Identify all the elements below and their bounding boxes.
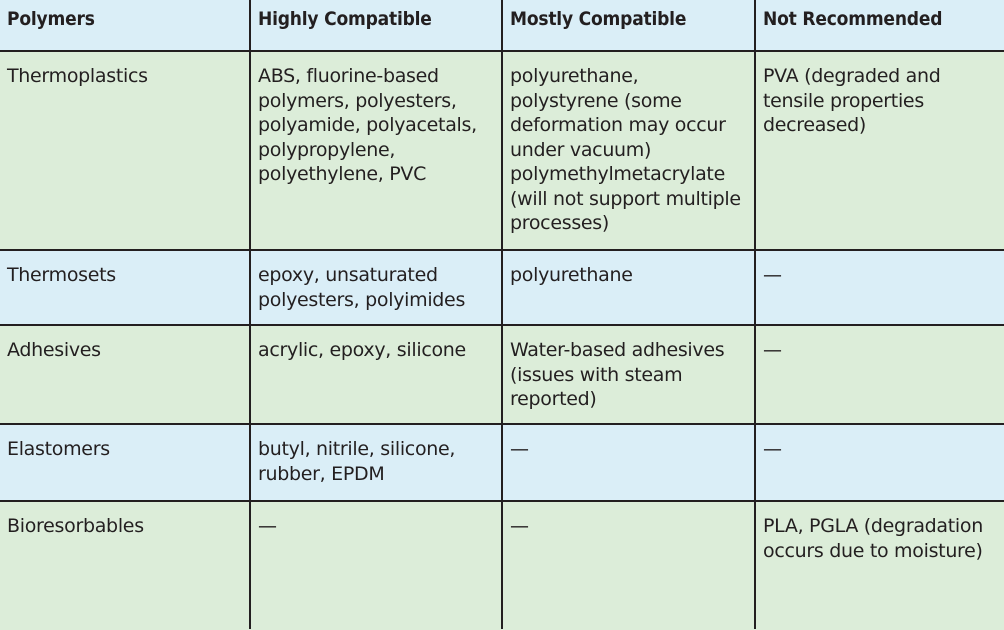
highly-compatible-cell: epoxy, unsaturated polyesters, polyimides: [250, 250, 502, 325]
header-highly-compatible: Highly Compatible: [250, 0, 502, 51]
polymer-cell: Elastomers: [0, 424, 250, 501]
highly-compatible-cell: —: [250, 501, 502, 629]
not-recommended-cell: PVA (degraded and tensile properties decreased): [755, 51, 1004, 250]
polymer-cell: Adhesives: [0, 325, 250, 424]
not-recommended-cell: —: [755, 250, 1004, 325]
header-polymers: Polymers: [0, 0, 250, 51]
not-recommended-cell: PLA, PGLA (degradation occurs due to moisture): [755, 501, 1004, 629]
polymer-cell: Bioresorbables: [0, 501, 250, 629]
mostly-compatible-cell: polyurethane: [502, 250, 755, 325]
table-row: [0, 424, 1004, 501]
mostly-compatible-cell: Water-based adhesives (issues with steam reported): [502, 325, 755, 424]
highly-compatible-cell: ABS, fluorine-based polymers, polyesters, polyamide, polyacetals, polypropylene, polyethylene, PVC: [250, 51, 502, 250]
mostly-compatible-cell: —: [502, 501, 755, 629]
table-row: [0, 501, 1004, 629]
header-row: [0, 0, 1004, 51]
table-row: [0, 325, 1004, 424]
header-not-recommended: Not Recommended: [755, 0, 1004, 51]
table-row: [0, 51, 1004, 250]
highly-compatible-cell: butyl, nitrile, silicone, rubber, EPDM: [250, 424, 502, 501]
table-row: [0, 250, 1004, 325]
header-mostly-compatible: Mostly Compatible: [502, 0, 755, 51]
mostly-compatible-cell: —: [502, 424, 755, 501]
polymer-cell: Thermosets: [0, 250, 250, 325]
highly-compatible-cell: acrylic, epoxy, silicone: [250, 325, 502, 424]
not-recommended-cell: —: [755, 325, 1004, 424]
not-recommended-cell: —: [755, 424, 1004, 501]
mostly-compatible-cell: polyurethane, polystyrene (some deformation may occur under vacuum) polymethylmetacrylate (will not support multiple processes): [502, 51, 755, 250]
polymer-cell: Thermoplastics: [0, 51, 250, 250]
